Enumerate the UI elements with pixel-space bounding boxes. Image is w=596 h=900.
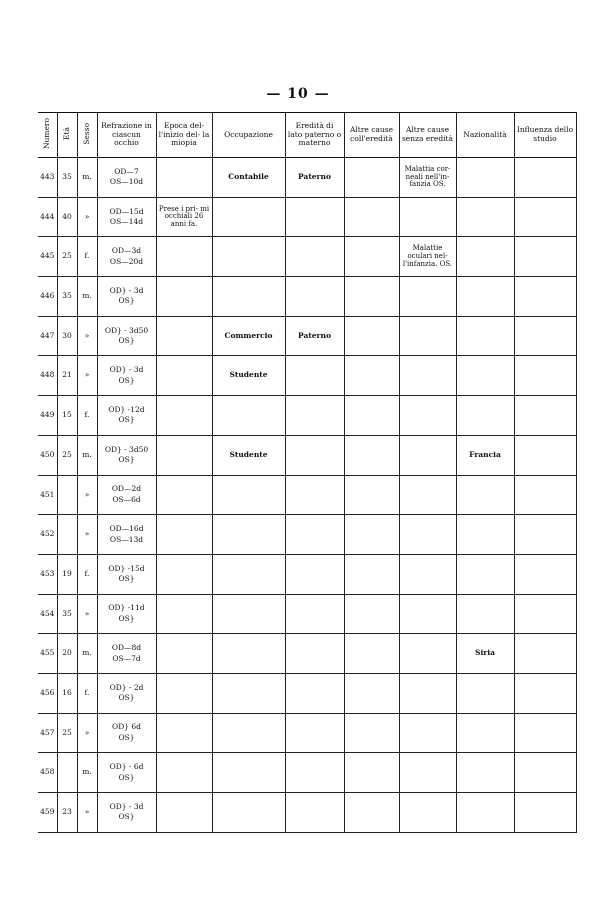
cell-refrazione [97,713,156,753]
cell-sesso: » [77,316,97,356]
cell-altre-cause-senza [399,396,456,436]
cell-sesso: m. [77,435,97,475]
cell-eredita [285,237,344,277]
cell-influenza [514,634,576,674]
cell-eredita [285,753,344,793]
cell-occupazione: Commercio [212,316,285,356]
cell-influenza [514,158,576,198]
refraction-line: OS} [118,296,135,306]
refraction-line: OD—3d [111,246,142,256]
table-row [38,158,576,198]
page-number: — 10 — [266,86,330,102]
col-nazionalita: Nazionalità [456,113,514,158]
refraction-line: OD} - 3d50 [104,325,149,335]
cell-altre-cause-coll [344,396,399,436]
cell-refrazione [97,356,156,396]
cell-eta: 20 [57,634,77,674]
cell-refrazione [97,554,156,594]
cell-refrazione [97,753,156,793]
refraction-line: OD} -11d [108,603,145,613]
refraction-line: OD} -12d [108,404,145,414]
cell-numero: 457 [38,713,57,753]
refraction-line: OS} [118,574,135,584]
refraction-line: OS—7d [112,653,141,663]
cell-numero: 447 [38,316,57,356]
cell-numero: 456 [38,673,57,713]
cell-sesso: f. [77,554,97,594]
cell-eta [57,515,77,555]
refraction-line: OS} [118,693,135,703]
refraction-line: OS} [118,613,135,623]
cell-sesso: m. [77,753,97,793]
cell-epoca [156,356,212,396]
cell-altre-cause-coll [344,197,399,237]
cell-epoca [156,158,212,198]
cell-altre-cause-coll [344,277,399,317]
cell-refrazione [97,634,156,674]
cell-eta: 30 [57,316,77,356]
cell-epoca [156,554,212,594]
cell-sesso: f. [77,396,97,436]
cell-epoca [156,237,212,277]
cell-altre-cause-senza [399,713,456,753]
cell-eredita [285,793,344,833]
cell-altre-cause-coll [344,634,399,674]
cell-nazionalita [456,396,514,436]
cell-altre-cause-coll [344,158,399,198]
table-row [38,237,576,277]
col-sesso: Sesso [77,113,97,158]
cell-refrazione [97,435,156,475]
cell-altre-cause-coll [344,237,399,277]
cell-nazionalita [456,316,514,356]
refraction-line: OD} - 3d [109,801,144,811]
cell-altre-cause-senza [399,475,456,515]
cell-epoca [156,673,212,713]
refraction-line: OS} [118,455,135,465]
refraction-line: OS} [118,415,135,425]
cell-influenza [514,594,576,634]
table-row [38,197,576,237]
cell-sesso: f. [77,237,97,277]
table-row [38,396,576,436]
cell-altre-cause-coll [344,515,399,555]
cell-refrazione [97,475,156,515]
refraction-line: OD} - 2d [109,682,144,692]
cell-influenza [514,197,576,237]
col-altre-cause-coll: Altre cause coll'eredità [344,113,399,158]
cell-nazionalita [456,277,514,317]
cell-occupazione [212,713,285,753]
cell-eta: 35 [57,594,77,634]
cell-altre-cause-senza [399,793,456,833]
cell-occupazione: Studente [212,356,285,396]
cell-nazionalita [456,197,514,237]
cell-nazionalita [456,594,514,634]
cell-altre-cause-coll [344,753,399,793]
cell-altre-cause-coll [344,554,399,594]
cell-nazionalita: Siria [456,634,514,674]
col-numero: Numero [38,113,57,158]
refraction-line: OS} [118,336,135,346]
cell-nazionalita [456,673,514,713]
table-row [38,515,576,555]
cell-epoca [156,515,212,555]
refraction-line: OD} - 3d [109,365,144,375]
cell-altre-cause-senza [399,673,456,713]
refraction-line: OD—7 [114,166,139,176]
cell-occupazione [212,475,285,515]
cell-altre-cause-senza [399,594,456,634]
cell-sesso: » [77,594,97,634]
refraction-line: OD} -15d [108,563,145,573]
cell-altre-cause-coll [344,435,399,475]
cell-eta: 25 [57,713,77,753]
cell-refrazione [97,673,156,713]
table-row [38,673,576,713]
cell-nazionalita [456,356,514,396]
cell-eta: 15 [57,396,77,436]
cell-epoca [156,713,212,753]
cell-occupazione [212,594,285,634]
cell-numero: 454 [38,594,57,634]
cell-occupazione [212,396,285,436]
cell-altre-cause-senza [399,316,456,356]
cell-eta: 23 [57,793,77,833]
cell-influenza [514,277,576,317]
cell-nazionalita: Francia [456,435,514,475]
cell-nazionalita [456,713,514,753]
cell-occupazione [212,237,285,277]
cell-altre-cause-senza: Malattie oculari nel- l'infanzia. OS. [399,237,456,277]
cell-refrazione [97,237,156,277]
cell-sesso: » [77,713,97,753]
table-row [38,356,576,396]
col-altre-cause-senza: Altre cause senza eredità [399,113,456,158]
cell-refrazione [97,396,156,436]
cell-epoca [156,316,212,356]
cell-eta: 40 [57,197,77,237]
cell-epoca [156,753,212,793]
cell-sesso: » [77,793,97,833]
cell-eredita [285,554,344,594]
col-eredita: Eredità di lato paterno o materno [285,113,344,158]
refraction-line: OD} - 3d50 [104,444,149,454]
cell-occupazione [212,515,285,555]
cell-numero: 443 [38,158,57,198]
cell-altre-cause-senza [399,634,456,674]
cell-altre-cause-senza [399,197,456,237]
table-row [38,634,576,674]
cell-sesso: m. [77,158,97,198]
table-row [38,793,576,833]
refraction-line: OS} [118,375,135,385]
cell-eta [57,475,77,515]
refraction-line: OD—16d [109,524,144,534]
cell-nazionalita [456,237,514,277]
cell-sesso: » [77,475,97,515]
cell-altre-cause-senza: Malattia cor- neali nell'in- fanzia OS. [399,158,456,198]
refraction-line: OD} - 3d [109,285,144,295]
cell-influenza [514,356,576,396]
cell-influenza [514,435,576,475]
cell-eredita [285,435,344,475]
cell-numero: 458 [38,753,57,793]
cell-numero: 448 [38,356,57,396]
cell-numero: 444 [38,197,57,237]
cell-sesso: » [77,356,97,396]
table-row [38,753,576,793]
cell-numero: 459 [38,793,57,833]
cell-refrazione [97,793,156,833]
cell-altre-cause-coll [344,356,399,396]
refraction-line: OD} 6d [112,722,141,732]
col-epoca: Epoca del- l'inizio del- la miopia [156,113,212,158]
cell-epoca [156,634,212,674]
cell-nazionalita [456,158,514,198]
cell-altre-cause-coll [344,475,399,515]
cell-eredita [285,356,344,396]
cell-influenza [514,713,576,753]
refraction-line: OD—2d [111,484,142,494]
cell-eredita [285,634,344,674]
cell-altre-cause-coll [344,673,399,713]
table-row [38,554,576,594]
cell-eredita: Paterno [285,316,344,356]
cell-nazionalita [456,475,514,515]
cell-eredita [285,515,344,555]
myopia-register-table [38,112,577,833]
table-row [38,316,576,356]
cell-nazionalita [456,793,514,833]
cell-sesso: m. [77,634,97,674]
cell-eta: 19 [57,554,77,594]
cell-altre-cause-senza [399,277,456,317]
cell-occupazione [212,277,285,317]
table-row [38,713,576,753]
cell-sesso: m. [77,277,97,317]
col-refrazione: Refrazione in ciascun occhio [97,113,156,158]
cell-occupazione [212,554,285,594]
cell-altre-cause-senza [399,554,456,594]
cell-eredita [285,713,344,753]
cell-influenza [514,475,576,515]
cell-occupazione [212,673,285,713]
cell-numero: 453 [38,554,57,594]
cell-altre-cause-senza [399,515,456,555]
cell-eta: 35 [57,158,77,198]
cell-influenza [514,237,576,277]
cell-influenza [514,554,576,594]
cell-epoca [156,594,212,634]
cell-eredita [285,197,344,237]
cell-influenza [514,396,576,436]
cell-influenza [514,673,576,713]
cell-occupazione [212,197,285,237]
cell-epoca [156,475,212,515]
cell-occupazione: Contabile [212,158,285,198]
cell-numero: 446 [38,277,57,317]
cell-numero: 445 [38,237,57,277]
cell-occupazione: Studente [212,435,285,475]
cell-eta: 35 [57,277,77,317]
cell-altre-cause-coll [344,793,399,833]
refraction-line: OS—14d [109,217,144,227]
cell-nazionalita [456,515,514,555]
table-row [38,435,576,475]
refraction-line: OD—15d [109,206,144,216]
cell-altre-cause-senza [399,435,456,475]
cell-eta: 16 [57,673,77,713]
cell-nazionalita [456,753,514,793]
cell-influenza [514,515,576,555]
cell-eta [57,753,77,793]
table-row [38,277,576,317]
cell-refrazione [97,515,156,555]
refraction-line: OD—8d [111,643,142,653]
cell-sesso: » [77,515,97,555]
cell-numero: 450 [38,435,57,475]
cell-refrazione [97,594,156,634]
cell-sesso: » [77,197,97,237]
cell-eredita [285,475,344,515]
cell-influenza [514,316,576,356]
cell-numero: 452 [38,515,57,555]
refraction-line: OS} [118,732,135,742]
cell-epoca: Prese i pri- mi occhiali 26 anni fa. [156,197,212,237]
cell-eredita [285,673,344,713]
cell-occupazione [212,793,285,833]
cell-refrazione [97,277,156,317]
cell-epoca [156,435,212,475]
cell-eredita [285,594,344,634]
refraction-line: OS} [118,772,135,782]
table-row [38,594,576,634]
cell-epoca [156,396,212,436]
refraction-line: OS—20d [109,256,144,266]
cell-eta: 25 [57,237,77,277]
cell-occupazione [212,753,285,793]
refraction-line: OS} [118,812,135,822]
cell-refrazione [97,158,156,198]
cell-influenza [514,793,576,833]
cell-epoca [156,277,212,317]
cell-refrazione [97,316,156,356]
cell-altre-cause-coll [344,594,399,634]
cell-numero: 455 [38,634,57,674]
col-occupazione: Occupazione [212,113,285,158]
cell-numero: 451 [38,475,57,515]
cell-altre-cause-coll [344,316,399,356]
cell-sesso: f. [77,673,97,713]
table-row [38,475,576,515]
cell-eredita [285,396,344,436]
cell-epoca [156,793,212,833]
cell-altre-cause-senza [399,356,456,396]
refraction-line: OS—6d [112,494,141,504]
cell-influenza [514,753,576,793]
cell-occupazione [212,634,285,674]
refraction-line: OS—10d [109,177,144,187]
cell-eta: 25 [57,435,77,475]
refraction-line: OD} - 6d [109,762,144,772]
cell-altre-cause-senza [399,753,456,793]
cell-eta: 21 [57,356,77,396]
cell-numero: 449 [38,396,57,436]
cell-eredita [285,277,344,317]
table-header-row [38,113,576,158]
cell-refrazione [97,197,156,237]
cell-nazionalita [456,554,514,594]
refraction-line: OS—13d [109,534,144,544]
cell-eredita: Paterno [285,158,344,198]
col-eta: Età [57,113,77,158]
cell-altre-cause-coll [344,713,399,753]
col-influenza: Influenza dello studio [514,113,576,158]
